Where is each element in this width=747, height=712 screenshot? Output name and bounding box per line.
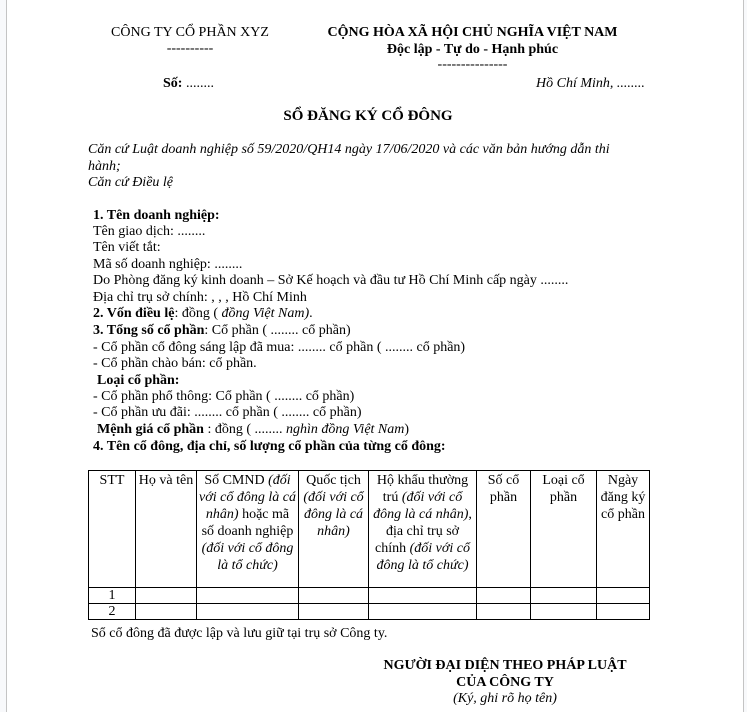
- par-value: [97, 421, 409, 438]
- table-cell: [299, 588, 369, 604]
- offered-shares-line: - Cổ phần chào bán: cổ phần.: [93, 356, 257, 371]
- header-nationality: Quốc tịch (đối với cổ đông là cá nhân): [299, 471, 369, 588]
- document-number-label: Số:: [163, 76, 183, 91]
- table-cell: [299, 604, 369, 620]
- table-cell: [477, 588, 531, 604]
- total-shares: [93, 322, 351, 339]
- table-cell: 2: [89, 604, 136, 620]
- table-cell: [369, 604, 477, 620]
- motto-divider: ---------------: [437, 57, 508, 72]
- place-date: Hồ Chí Minh, ........: [536, 76, 645, 91]
- document-title: SỔ ĐĂNG KÝ CỔ ĐÔNG: [283, 108, 453, 124]
- table-cell: [531, 588, 597, 604]
- table-cell: [477, 604, 531, 620]
- charter-capital-label: 2. Vốn điều lệ: [93, 306, 175, 321]
- motto: Độc lập - Tự do - Hạnh phúc: [386, 42, 559, 57]
- header-registration-date: Ngày đăng ký cổ phần: [597, 471, 650, 588]
- header-share-type: Loại cổ phần: [531, 471, 597, 588]
- head-office-address-field: Địa chỉ trụ sở chính: , , , Hồ Chí Minh: [93, 290, 307, 305]
- par-value-end: ): [404, 422, 410, 437]
- charter-capital-value: : đồng (: [174, 306, 218, 321]
- table-cell: [136, 588, 197, 604]
- total-shares-label: 3. Tổng số cổ phần: [93, 323, 205, 338]
- shareholder-table: [88, 470, 650, 620]
- company-name: CÔNG TY CỔ PHẦN XYZ: [111, 25, 269, 40]
- header-share-count: Số cổ phần: [477, 471, 531, 588]
- table-cell: [369, 588, 477, 604]
- par-value-label: Mệnh giá cổ phần: [97, 422, 204, 437]
- charter-capital: [93, 305, 313, 322]
- preamble-line-3: Căn cứ Điều lệ: [88, 175, 174, 190]
- signature-note: (Ký, ghi rõ họ tên): [453, 691, 557, 706]
- total-shares-value: : Cổ phần ( ........ cổ phần): [204, 323, 351, 338]
- registration-office-field: Do Phòng đăng ký kinh doanh – Sở Kế hoạch và đầu tư Hồ Chí Minh cấp ngày ........: [93, 273, 569, 288]
- par-value-currency: nghìn đồng Việt Nam: [286, 422, 405, 437]
- document-number-value: ........: [182, 76, 214, 91]
- table-cell: [197, 588, 299, 604]
- share-types-heading: Loại cổ phần:: [97, 373, 180, 388]
- header-address: Hộ khẩu thường trú (đối với cổ đông là cá nhân), địa chỉ trụ sở chính (đối với cổ đông là tổ chức): [369, 471, 477, 588]
- common-shares-line: - Cổ phần phổ thông: Cổ phần ( ........ cổ phần): [93, 389, 355, 404]
- company-divider: ----------: [166, 41, 214, 56]
- table-cell: [136, 604, 197, 620]
- preamble-line-1: Căn cứ Luật doanh nghiệp số 59/2020/QH14 ngày 17/06/2020 và các văn bản hướng dẫn thi: [88, 142, 610, 157]
- table-row: [89, 588, 650, 604]
- table-cell: [597, 588, 650, 604]
- charter-capital-end: .: [309, 306, 313, 321]
- table-cell: [597, 604, 650, 620]
- section-1-heading: 1. Tên doanh nghiệp:: [93, 208, 220, 223]
- enterprise-code-field: Mã số doanh nghiệp: ........: [93, 257, 243, 272]
- preferred-shares-line: - Cổ phần ưu đãi: ........ cổ phần ( ........ cổ phần): [93, 405, 362, 420]
- trade-name-field: Tên giao dịch: ........: [93, 224, 206, 239]
- header-id-number: Số CMND (đối với cổ đông là cá nhân) hoặc mã số doanh nghiệp (đối với cổ đông là tổ chức): [197, 471, 299, 588]
- signature-title-line-1: NGƯỜI ĐẠI DIỆN THEO PHÁP LUẬT: [383, 658, 627, 673]
- charter-capital-currency: đồng Việt Nam): [218, 306, 310, 321]
- founder-shares-line: - Cổ phần cổ đông sáng lập đã mua: ........ cổ phần ( ........ cổ phần): [93, 340, 466, 355]
- header-stt: STT: [89, 471, 136, 588]
- table-header-row: [89, 471, 650, 588]
- table-row: [89, 604, 650, 620]
- document-number: [163, 75, 214, 92]
- header-full-name: Họ và tên: [136, 471, 197, 588]
- table-cell: [531, 604, 597, 620]
- table-cell: 1: [89, 588, 136, 604]
- footer-note: Sổ cổ đông đã được lập và lưu giữ tại trụ sở Công ty.: [91, 626, 388, 641]
- table-cell: [197, 604, 299, 620]
- signature-title-line-2: CỦA CÔNG TY: [456, 675, 554, 690]
- par-value-value: : đồng ( ........: [203, 422, 287, 437]
- section-4-heading: 4. Tên cổ đông, địa chỉ, số lượng cổ phần của từng cổ đông:: [93, 439, 446, 454]
- republic-title: CỘNG HÒA XÃ HỘI CHỦ NGHĨA VIỆT NAM: [327, 25, 618, 40]
- preamble-line-2: hành;: [88, 159, 121, 174]
- short-name-field: Tên viết tắt:: [93, 240, 161, 255]
